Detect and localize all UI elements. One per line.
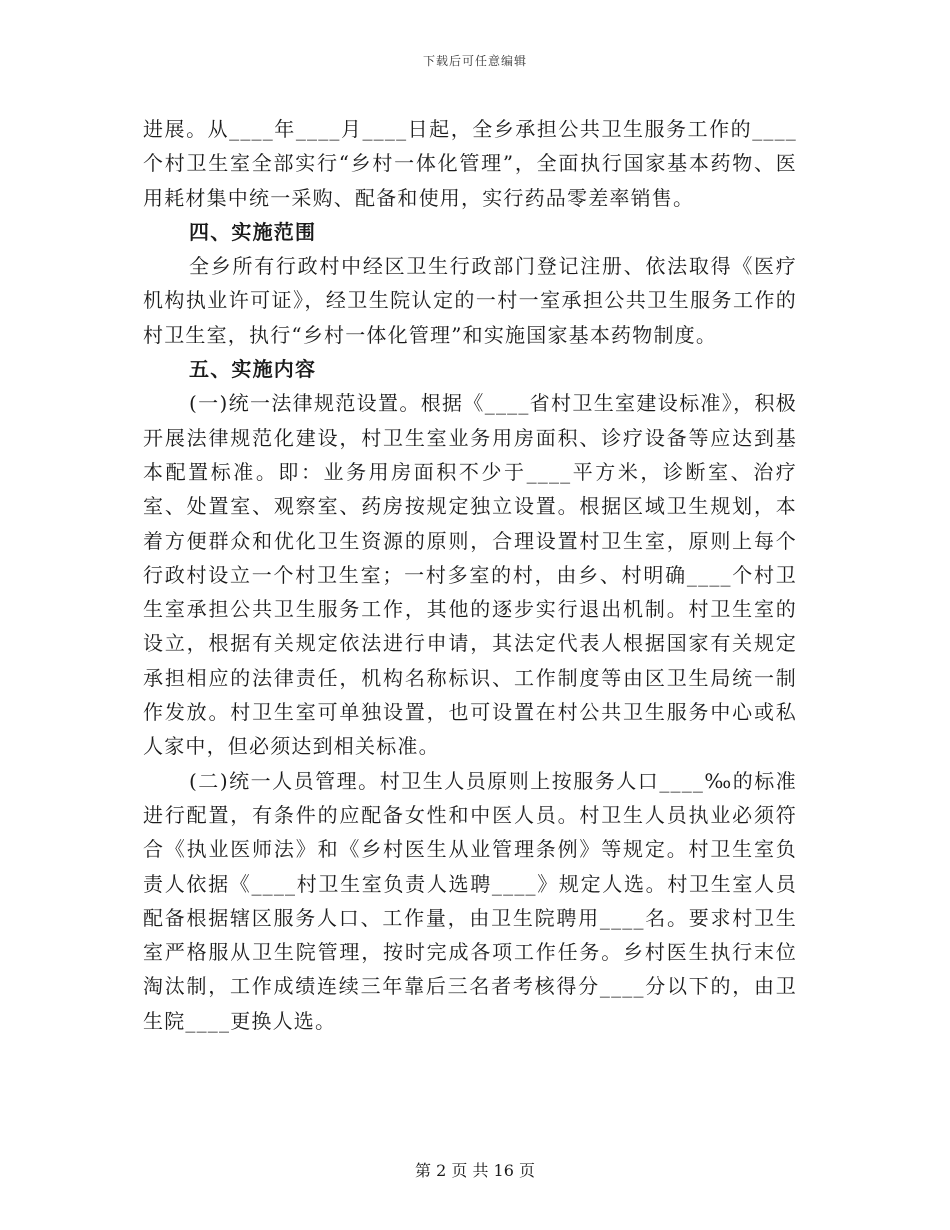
section-heading-scope: 四、实施范围 [189,219,317,244]
paragraph-legal-setup: (一)统一法律规范设置。根据《____省村卫生室建设标准》，积极开展法律规范化建设，村卫生室业务用房面积、诊疗设备等应达到基本配置标准。即：业务用房面积不少于____平方米，诊断室、治疗室、处置室、观察室、药房按规定独立设置。根据区域卫生规划，本着方便群众和优化卫生资源的原则，合理设置村卫生室，原则上每个行政村设立一个村卫生室；一村多室的村，由乡、村明确____个村卫生室承担公共卫生服务工作，其他的逐步实行退出机制。村卫生室的设立，根据有关规定依法进行申请，其法定代表人根据国家有关规定承担相应的法律责任，机构名称标识、工作制度等由区卫生局统一制作发放。村卫生室可单独设置，也可设置在村公共卫生服务中心或私人家中，但必须达到相关标准。 [143,391,797,759]
paragraph-staff-management: (二)统一人员管理。村卫生人员原则上按服务人口____‰的标准进行配置，有条件的应配备女性和中医人员。村卫生人员执业必须符合《执业医师法》和《乡村医生从业管理条例》等规定。村卫生室负责人依据《____村卫生室负责人选聘____》规定人选。村卫生室人员配备根据辖区服务人口、工作量，由卫生院聘用____名。要求村卫生室严格服从卫生院管理，按时完成各项工作任务。乡村医生执行末位淘汰制，工作成绩连续三年靠后三名者考核得分____分以下的，由卫生院____更换人选。 [143,768,797,1033]
document-body [143,112,797,1038]
paragraph-scope: 全乡所有行政村中经区卫生行政部门登记注册、依法取得《医疗机构执业许可证》，经卫生院认定的一村一室承担公共卫生服务工作的村卫生室，执行“乡村一体化管理”和实施国家基本药物制度。 [143,254,797,347]
section-heading-content: 五、实施内容 [189,357,317,382]
page-header: 下载后可任意编辑 [422,54,527,68]
paragraph-continuation: 进展。从____年____月____日起，全乡承担公共卫生服务工作的____个村卫生室全部实行“乡村一体化管理”，全面执行国家基本药物、医用耗材集中统一采购、配备和使用，实行药品零差率销售。 [143,117,797,210]
page-number-footer: 第 2 页 共 16 页 [415,1161,535,1180]
